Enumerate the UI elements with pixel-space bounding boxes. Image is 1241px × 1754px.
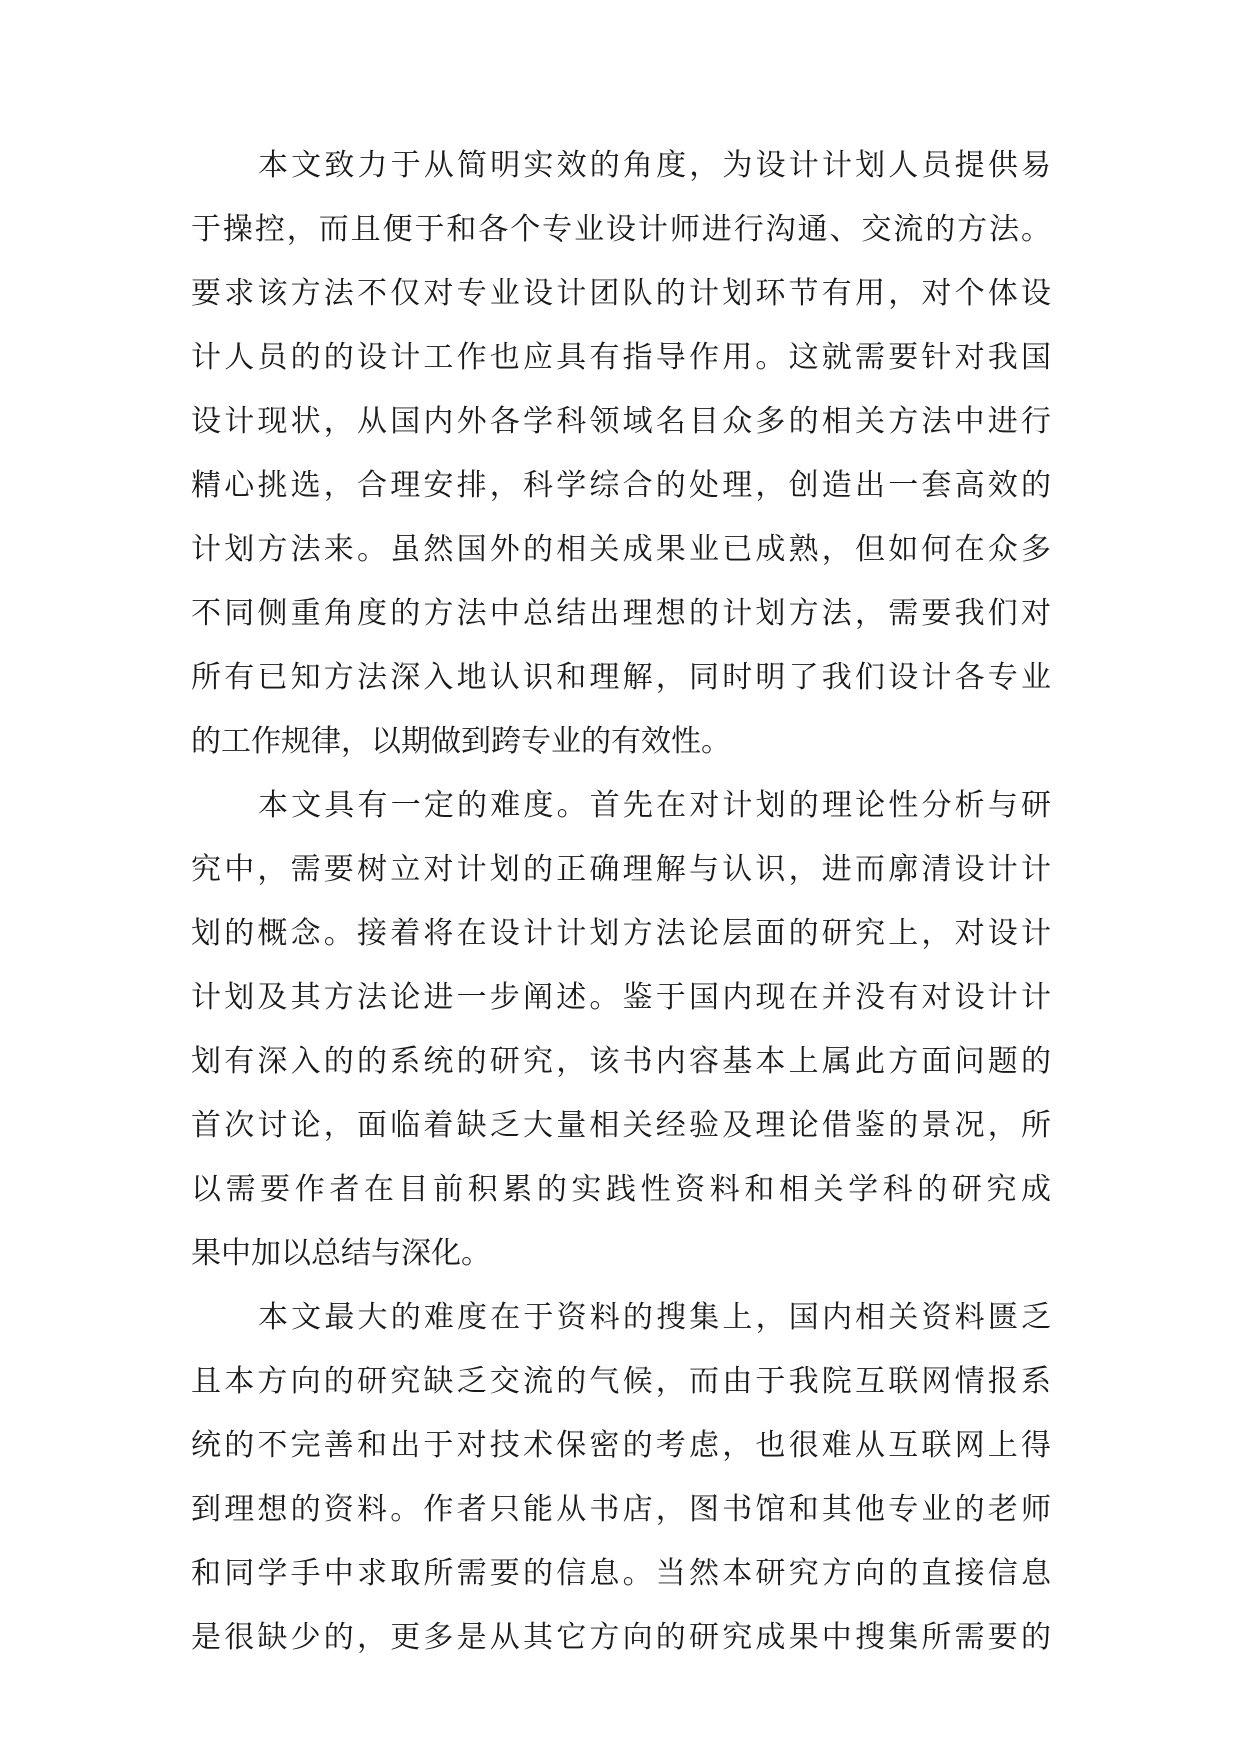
text-line: 所有已知方法深入地认识和理解，同时明了我们设计各专业 (191, 660, 1051, 695)
text-line: 本文最大的难度在于资料的搜集上，国内相关资料匮乏 (258, 1300, 1051, 1335)
text-line: 本文具有一定的难度。首先在对计划的理论性分析与研 (258, 788, 1051, 823)
text-line: 划有深入的的系统的研究，该书内容基本上属此方面问题的 (191, 1044, 1051, 1079)
text-line: 统的不完善和出于对技术保密的考虑，也很难从互联网上得 (191, 1428, 1051, 1463)
text-line: 划的概念。接着将在设计计划方法论层面的研究上，对设计 (191, 916, 1051, 951)
text-line: 要求该方法不仅对专业设计团队的计划环节有用，对个体设 (191, 276, 1051, 311)
text-line: 和同学手中求取所需要的信息。当然本研究方向的直接信息 (191, 1556, 1051, 1591)
text-line: 计划方法来。虽然国外的相关成果业已成熟，但如何在众多 (191, 532, 1051, 567)
text-line: 到理想的资料。作者只能从书店，图书馆和其他专业的老师 (191, 1492, 1051, 1527)
text-line: 精心挑选，合理安排，科学综合的处理，创造出一套高效的 (191, 468, 1051, 503)
text-line: 计人员的的设计工作也应具有指导作用。这就需要针对我国 (191, 340, 1051, 375)
text-line: 本文致力于从简明实效的角度，为设计计划人员提供易 (258, 148, 1051, 183)
text-line: 设计现状，从国内外各学科领域名目众多的相关方法中进行 (191, 404, 1051, 439)
text-line: 于操控，而且便于和各个专业设计师进行沟通、交流的方法。 (191, 212, 1051, 247)
text-line: 果中加以总结与深化。 (191, 1236, 491, 1271)
text-line: 且本方向的研究缺乏交流的气候，而由于我院互联网情报系 (191, 1364, 1051, 1399)
text-line: 究中，需要树立对计划的正确理解与认识，进而廓清设计计 (191, 852, 1051, 887)
text-line: 首次讨论，面临着缺乏大量相关经验及理论借鉴的景况，所 (191, 1108, 1051, 1143)
text-line: 以需要作者在目前积累的实践性资料和相关学科的研究成 (191, 1172, 1051, 1207)
text-line: 计划及其方法论进一步阐述。鉴于国内现在并没有对设计计 (191, 980, 1051, 1015)
text-line: 的工作规律，以期做到跨专业的有效性。 (191, 724, 731, 759)
text-line: 不同侧重角度的方法中总结出理想的计划方法，需要我们对 (191, 596, 1051, 631)
text-line: 是很缺少的，更多是从其它方向的研究成果中搜集所需要的 (191, 1620, 1051, 1655)
